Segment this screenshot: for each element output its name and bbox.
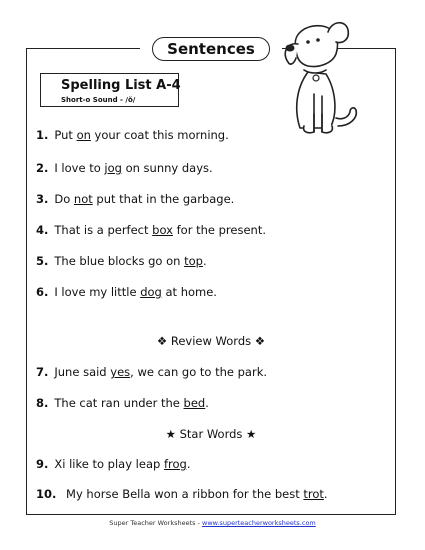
spelling-word: dog	[140, 285, 162, 299]
star-words-heading: ★ Star Words ★	[165, 427, 257, 441]
spelling-word: jog	[104, 161, 122, 175]
worksheet-title: Sentences	[152, 37, 270, 61]
spelling-list-box	[40, 73, 179, 107]
footer-text: Super Teacher Worksheets -	[109, 519, 203, 527]
sentence-7: 7. June said yes, we can go to the park.	[36, 365, 268, 379]
spelling-word: frog	[163, 457, 187, 471]
spelling-word: not	[73, 192, 93, 206]
sentence-1: 1. Put on your coat this morning.	[36, 128, 229, 142]
sentence-8: 8. The cat ran under the bed.	[36, 396, 209, 410]
spelling-word: on	[76, 128, 91, 142]
spelling-list-subtitle: Short-o Sound - /ŏ/	[61, 96, 136, 104]
sentence-3: 3. Do not put that in the garbage.	[36, 192, 235, 206]
spelling-word: box	[152, 223, 173, 237]
footer	[0, 519, 425, 527]
spelling-word: top	[184, 254, 203, 268]
sentence-2: 2. I love to jog on sunny days.	[36, 161, 213, 175]
sentence-10: 10. My horse Bella won a ribbon for the best trot.	[36, 487, 328, 501]
spelling-word: yes	[110, 365, 131, 379]
spelling-word: bed	[183, 396, 206, 410]
sentence-9: 9. Xi like to play leap frog.	[36, 457, 191, 471]
review-words-heading: ❖ Review Words ❖	[156, 334, 266, 348]
dog-illustration	[278, 14, 360, 144]
sentence-5: 5. The blue blocks go on top.	[36, 254, 207, 268]
spelling-word: trot	[303, 487, 324, 501]
footer-link[interactable]: www.superteacherworksheets.com	[202, 519, 316, 527]
spelling-list-title: Spelling List A-4	[61, 78, 181, 93]
sentence-4: 4. That is a perfect box for the present.	[36, 223, 266, 237]
sentence-6: 6. I love my little dog at home.	[36, 285, 217, 299]
